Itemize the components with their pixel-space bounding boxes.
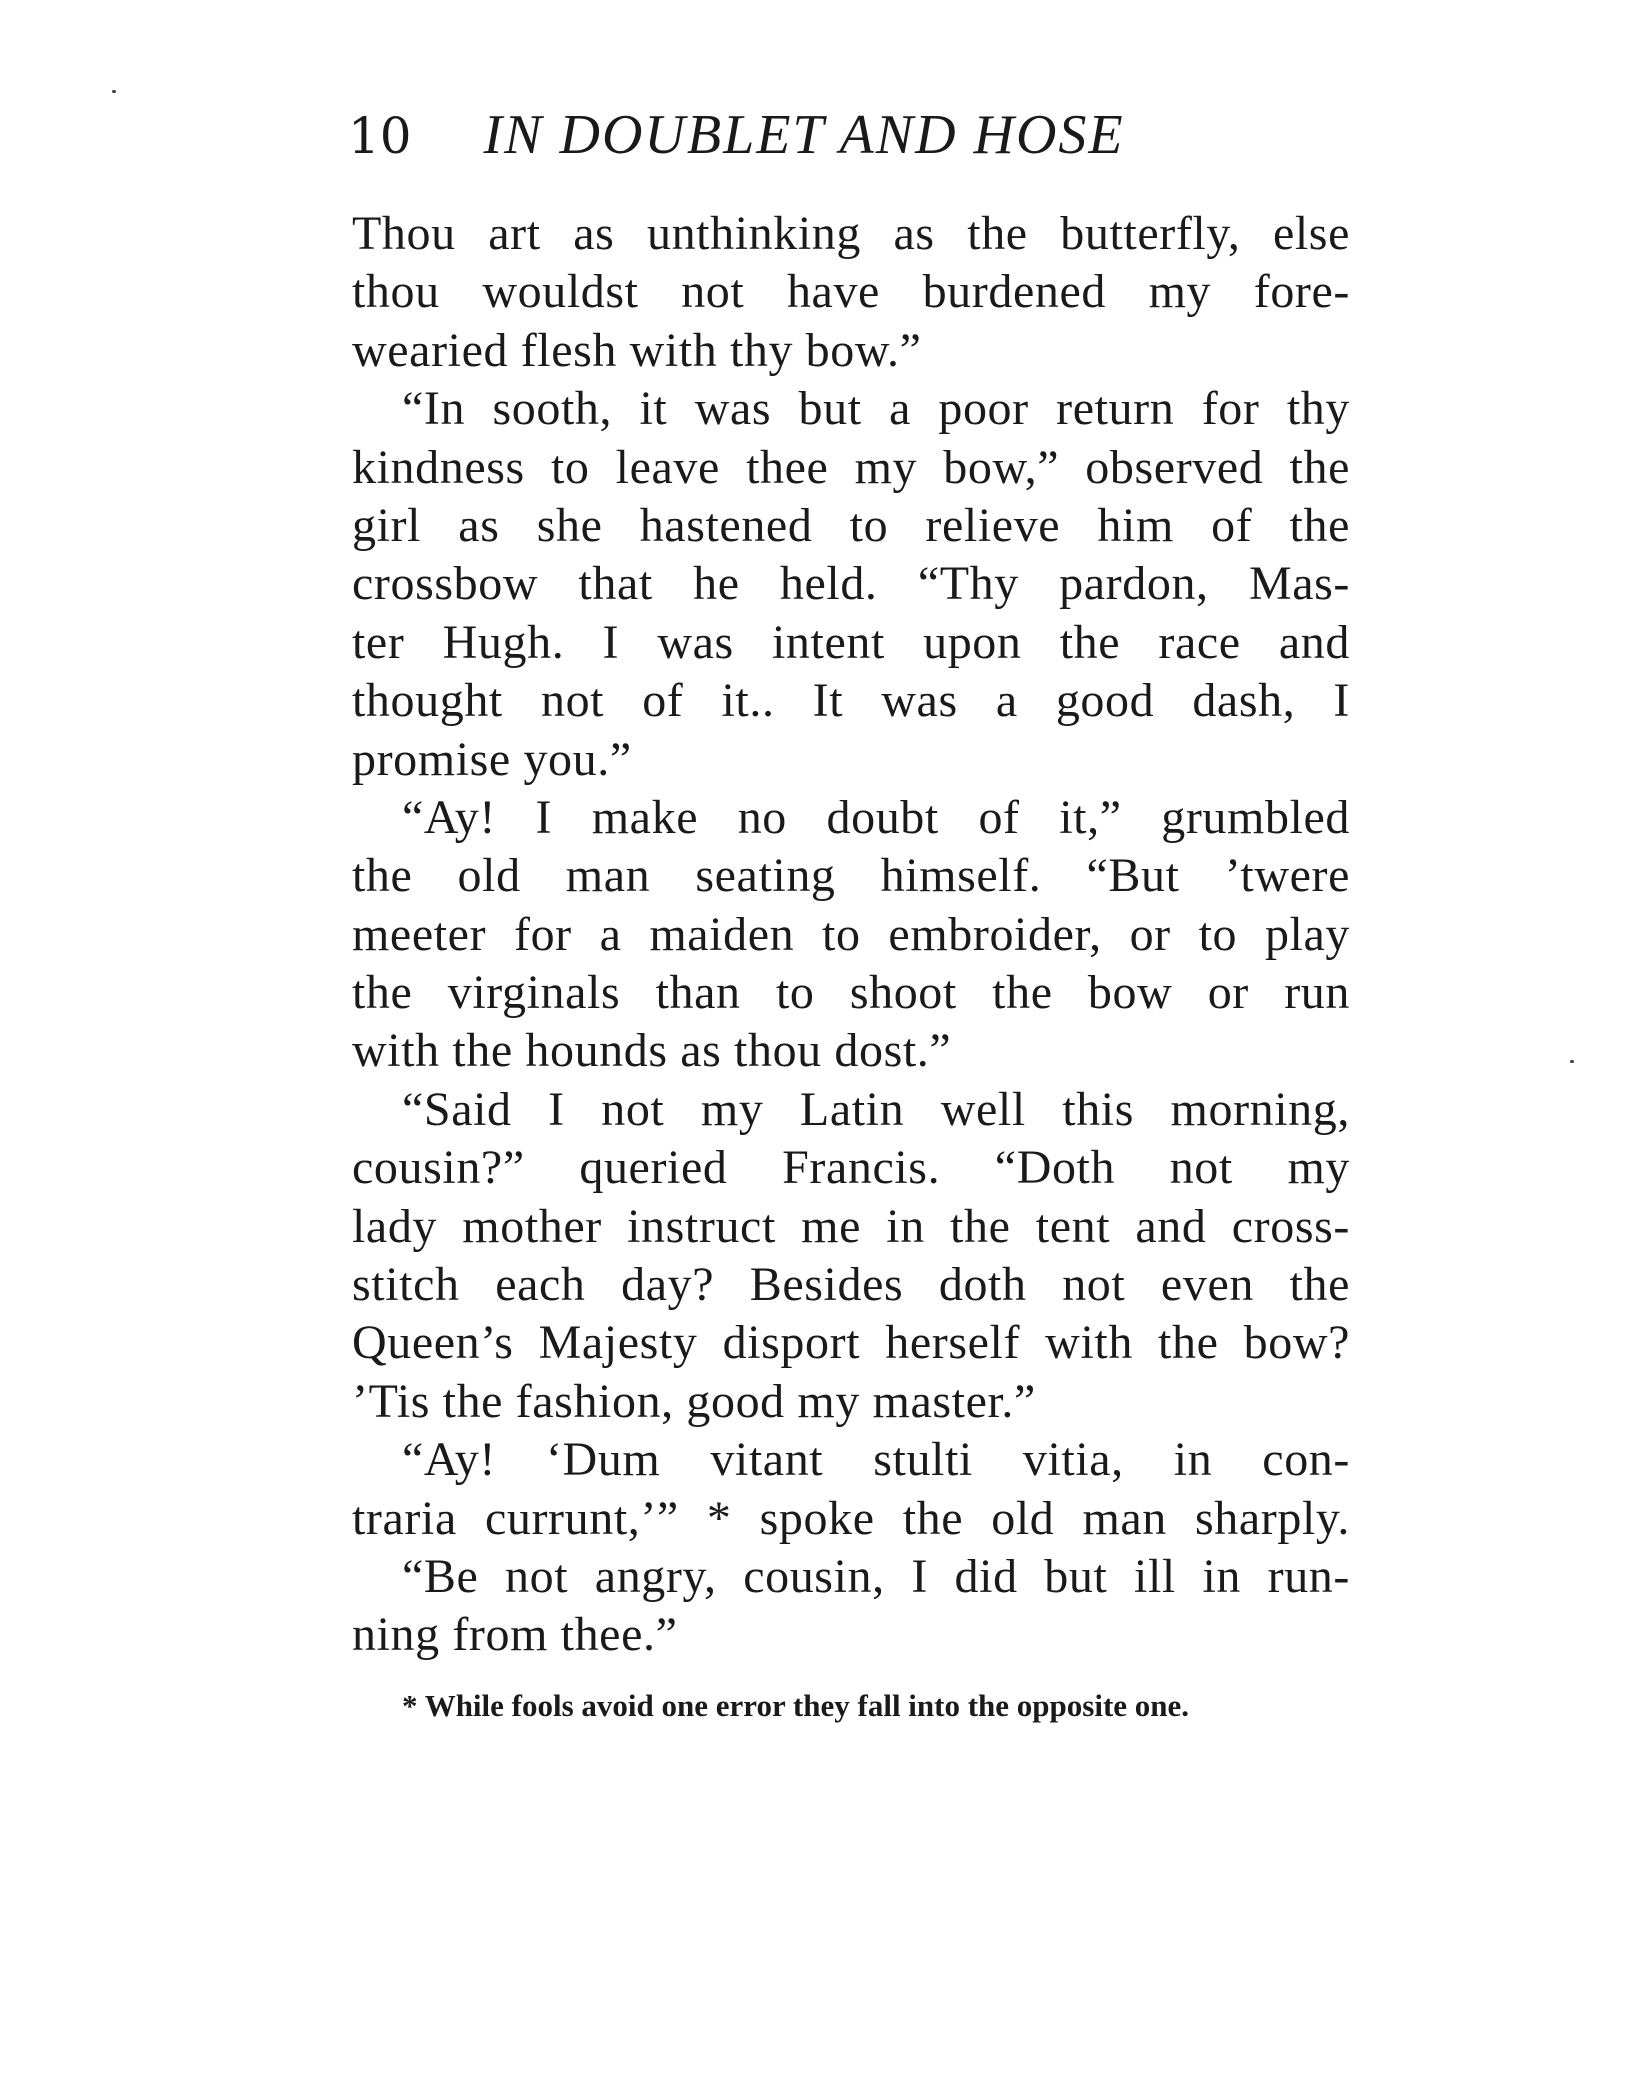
- text-line: the old man seating himself. “But ’twere: [352, 849, 1350, 903]
- text-line: Queen’s Majesty disport herself with the bow?: [352, 1316, 1350, 1370]
- text-line: ter Hugh. I was intent upon the race and: [352, 615, 1350, 669]
- text-line: promise you.”: [352, 732, 632, 786]
- text-line: “Ay! ‘Dum vitant stulti vitia, in con-: [402, 1433, 1350, 1487]
- text-line: “Ay! I make no doubt of it,” grumbled: [402, 790, 1350, 844]
- page-number: 10: [348, 107, 412, 165]
- text-line: with the hounds as thou dost.”: [352, 1024, 952, 1078]
- text-line: kindness to leave thee my bow,” observed the: [352, 440, 1350, 494]
- text-line: “In sooth, it was but a poor return for thy: [402, 382, 1350, 436]
- text-line: thought not of it.. It was a good dash, I: [352, 674, 1350, 728]
- running-header: [348, 100, 1348, 170]
- scan-speck: [112, 90, 116, 93]
- text-line: “Be not angry, cousin, I did but ill in run-: [402, 1549, 1350, 1603]
- text-line: meeter for a maiden to embroider, or to play: [352, 907, 1350, 961]
- text-line: ning from thee.”: [352, 1608, 678, 1662]
- text-line: wearied flesh with thy bow.”: [352, 323, 922, 377]
- footnote: * While fools avoid one error they fall into the opposite one.: [402, 1688, 1190, 1723]
- text-line: Thou art as unthinking as the butterfly, else: [352, 207, 1350, 260]
- text-line: cousin?” queried Francis. “Doth not my: [352, 1141, 1350, 1195]
- text-line: stitch each day? Besides doth not even the: [352, 1258, 1350, 1312]
- text-line: ’Tis the fashion, good my master.”: [352, 1374, 1036, 1428]
- text-line: girl as she hastened to relieve him of the: [352, 498, 1350, 552]
- text-line: crossbow that he held. “Thy pardon, Mas-: [352, 557, 1350, 611]
- text-line: “Said I not my Latin well this morning,: [402, 1082, 1350, 1136]
- body-text: [352, 205, 1350, 1665]
- text-line: traria currunt,’” * spoke the old man sharply.: [352, 1491, 1350, 1545]
- scan-speck: [1570, 1060, 1574, 1063]
- text-line: thou wouldst not have burdened my fore-: [352, 265, 1350, 319]
- text-line: lady mother instruct me in the tent and cross-: [352, 1199, 1350, 1253]
- running-title: IN DOUBLET AND HOSE: [483, 104, 1125, 166]
- text-line: the virginals than to shoot the bow or run: [352, 966, 1350, 1020]
